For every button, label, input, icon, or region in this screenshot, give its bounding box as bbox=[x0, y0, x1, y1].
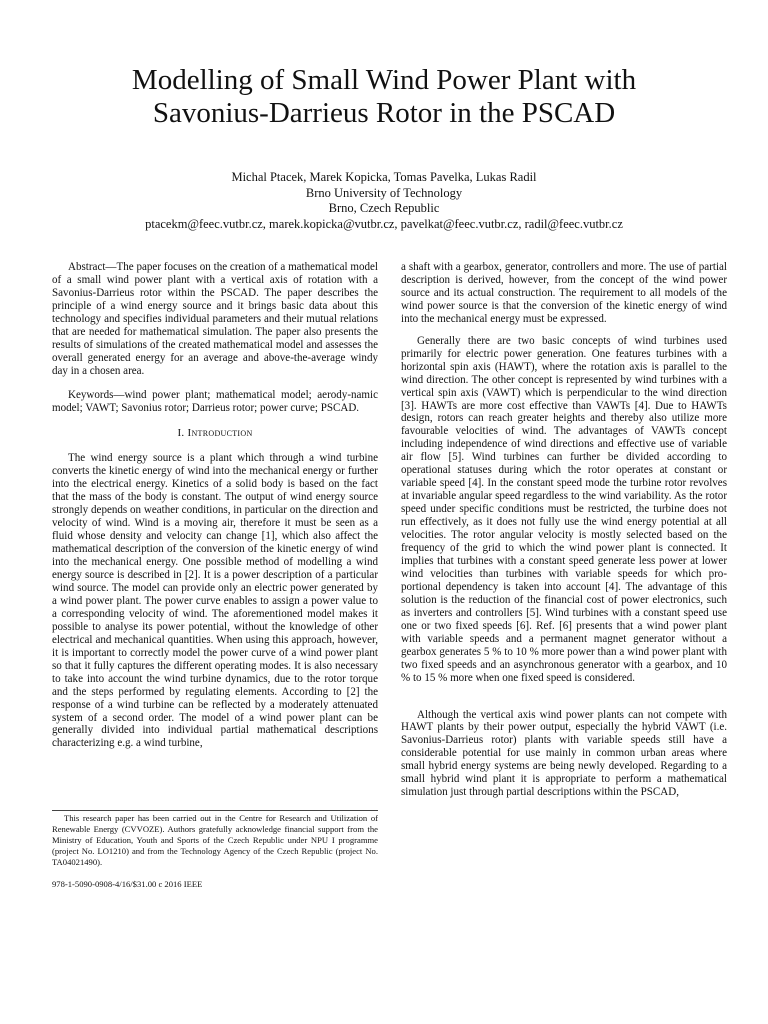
paper-title bbox=[60, 64, 708, 130]
author-block bbox=[60, 170, 708, 232]
title-line-1: Modelling of Small Wind Power Plant with bbox=[131, 64, 637, 96]
funding-footnote bbox=[52, 810, 378, 868]
copyright-line: 978-1-5090-0908-4/16/$31.00 c 2016 IEEE bbox=[52, 879, 203, 889]
author-location: Brno, Czech Republic bbox=[328, 201, 440, 215]
footnote-text: This research paper has been carried out in the Centre for Research and Utilization of Renewable Energy (CVVOZE). Authors gratefully acknowledge financial support from the Ministry of Education, Youth and Sports of the Czech Republic under NPU I programme (project No. LO1210) and from the Technology Agency of the Czech Republic (project No. TA04021490). bbox=[52, 813, 378, 867]
author-names: Michal Ptacek, Marek Kopicka, Tomas Pavelka, Lukas Radil bbox=[231, 170, 537, 184]
right-column bbox=[401, 261, 727, 799]
abstract: Abstract—The paper focuses on the creation of a mathematical model of a small wind power plant with a vertical axis of rotation with a Savonius-Darrieus rotor within the PSCAD. The paper describes the principle of a wind energy source and it brings basic data about this technology and specifies individual parameters and their mutual relations that are needed for mathematical simulation. The paper also presents the results of simulations of the created mathematical model and assesses the overall generated energy for an average and above-the-average windy day in a chosen area. bbox=[52, 261, 378, 377]
right-paragraph-3: Although the vertical axis wind power plants can not compete with HAWT plants by their power output, especially the hybrid VAWT (i.e. Savonius-Darrieus rotor) plants with variable speeds still have a considerable potential for use mainly in common urban areas where small hybrid energy systems are being newly developed. Regarding to a small hybrid wind plant it is appropriate to perform a mathematical simulation just through partial descriptions within the PSCAD, bbox=[401, 708, 727, 799]
author-affiliation: Brno University of Technology bbox=[305, 185, 463, 200]
author-emails: ptacekm@feec.vutbr.cz, marek.kopicka@vutbr.cz, pavelkat@feec.vutbr.cz, radil@feec.vutbr.cz bbox=[145, 216, 623, 231]
right-paragraph-2: Generally there are two basic concepts of wind turbines used primarily for electric power generation. One features turbines with a horizontal spin axis (HAWT), where the rotation axis is parallel to the wind direction. The other concept is represented by wind turbines with a vertical spin axis (VAWT) which is perpendicular to the wind direction [3]. HAWTs are more cost effective than VAWTs [4]. Due to HAWTs design, rotors can reach greater heights and thereby also utilize more favourable velocities of wind. The advantages of VAWTs concept including independence of wind directions and effective use of variable air flow [5]. Wind turbines can further be divided according to operational statuses during which the rotor operates at constant or variable speed [4]. In the constant speed mode the turbine rotor revolves at invariable angular speed regardless to the wind variability. As the rotor speed under specific conditions must be restricted, the turbine does not run effectively, as it does not fully use the wind energy potential at all velocities. The rotor angular velocity is mostly selected based on the frequency of the grid to which the wind power plant is connected. It implies that turbines with a constant speed generate less power at lower wind velocities than turbines with variable speeds for which pro-portional dependency is taken into account [4]. The advantage of this solution is the reduction of the financial cost of power electronics, such as inverters and controllers [5]. Wind turbines with a constant speed use one or two fixed speeds [6]. Ref. [6] presents that a wind power plant with variable speeds and a permanent magnet generator without a gearbox generates 5 % to 10 % more power than a wind power plant with two fixed speeds and an asynchronous generator with a gearbox, and 10 % to 15 % more when one fixed speed is considered. bbox=[401, 334, 727, 684]
title-line-2: Savonius-Darrieus Rotor in the PSCAD bbox=[152, 97, 616, 129]
left-column bbox=[52, 261, 378, 750]
section-heading-introduction: I. Introduction bbox=[177, 427, 253, 440]
intro-paragraph: The wind energy source is a plant which through a wind turbine converts the kinetic energy of wind into the mechanical energy or further into the electrical energy. Kinetics of a solid body is based on the fact that the mass of the body is constant. The output of wind energy source strongly depends on weather conditions, in particular on the direction and velocity of wind. Wind is a moving air, therefore it must be seen as a fluid whose density and velocity can change [1], which also affect the mathematical description of the conversion of the kinetic energy of wind into the mechanical energy. One possible method of modelling a wind energy source is described in [2]. It is a power description of a particular wind source. The model can provide only an electric power generated by a wind power plant. The power curve enables to assign a power value to a corresponding velocity of wind. The aforementioned model makes it possible to analyse its power potential, without the knowledge of other electrical and mechanical quantities. When using this approach, however, it is important to correctly model the power curve of a wind power plant so that it fully captures the different operating modes. It is also necessary to take into account the wind turbine dynamics, due to the rotor torque and the steps performed by regulating elements. According to [2] the response of a wind turbine can be reflected by a moderately attenuated system of a second order. The model of a wind power plant can be generally divided into individual partial mathematical descriptions characterizing e.g. a wind turbine, bbox=[52, 452, 378, 750]
right-paragraph-1: a shaft with a gearbox, generator, controllers and more. The use of partial description is derived, however, from the concept of the wind power source and its actual construction. The requirement to all models of the wind power source is that the conversion of the kinetic energy of wind into the mechanical energy must be expressed. bbox=[401, 261, 727, 325]
keywords: Keywords—wind power plant; mathematical model; aerody-namic model; VAWT; Savonius rotor; Darrieus rotor; power curve; PSCAD. bbox=[52, 388, 378, 414]
